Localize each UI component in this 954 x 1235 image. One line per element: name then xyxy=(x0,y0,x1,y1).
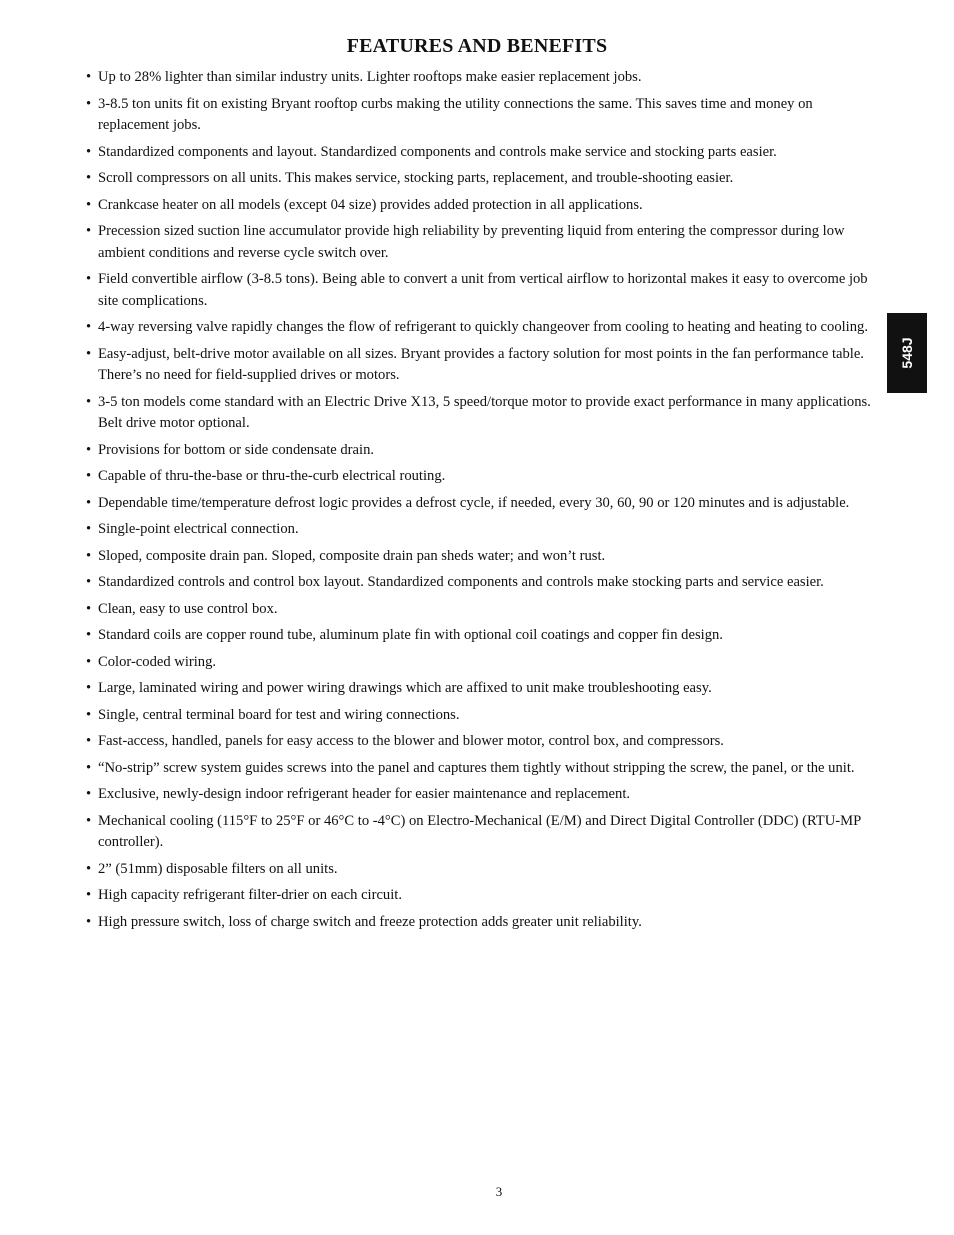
feature-item xyxy=(86,519,872,541)
feature-text: Fast-access, handled, panels for easy access to the blower and blower motor, control box, and compressors. xyxy=(98,733,724,749)
bullet: • xyxy=(86,627,92,643)
bullet: • xyxy=(86,393,92,410)
feature-item xyxy=(86,784,872,806)
feature-item xyxy=(86,652,872,674)
feature-item xyxy=(86,221,872,264)
bullet: • xyxy=(86,170,92,186)
bullet: • xyxy=(86,574,92,590)
feature-item xyxy=(86,625,872,647)
feature-item xyxy=(86,758,872,780)
feature-item xyxy=(86,269,872,312)
feature-item xyxy=(86,168,872,190)
feature-text: High capacity refrigerant filter-drier on each circuit. xyxy=(98,887,402,903)
feature-text: 3-5 ton models come standard with an Electric Drive X13, 5 speed/torque motor to provide exact performance in many applications. Belt drive motor optional. xyxy=(98,393,871,431)
feature-text: Standardized controls and control box layout. Standardized components and controls make stocking parts and service easier. xyxy=(98,574,824,590)
feature-item xyxy=(86,466,872,488)
feature-text: Provisions for bottom or side condensate drain. xyxy=(98,441,375,458)
bullet: • xyxy=(86,887,92,903)
bullet: • xyxy=(86,196,92,213)
bullet: • xyxy=(86,706,92,723)
bullet: • xyxy=(86,468,92,484)
feature-item xyxy=(86,142,872,164)
feature-text: Scroll compressors on all units. This makes service, stocking parts, replacement, and trouble-shooting easier. xyxy=(98,170,734,186)
page-number: 3 xyxy=(495,1184,503,1199)
feature-text: Precession sized suction line accumulator provide high reliability by preventing liquid from entering the compressor during low ambient conditions and reverse cycle switch over. xyxy=(98,223,845,261)
feature-text: Large, laminated wiring and power wiring drawings which are affixed to unit make troubleshooting easy. xyxy=(98,680,712,696)
feature-item xyxy=(86,493,872,515)
bullet: • xyxy=(86,913,92,930)
bullet: • xyxy=(86,319,92,335)
feature-text: Capable of thru-the-base or thru-the-curb electrical routing. xyxy=(98,468,446,484)
feature-item xyxy=(86,195,872,217)
bullet: • xyxy=(86,143,92,160)
feature-text: Dependable time/temperature defrost logic provides a defrost cycle, if needed, every 30, 60, 90 or 120 minutes and is adjustable. xyxy=(98,494,850,511)
feature-text: Single-point electrical connection. xyxy=(98,521,299,537)
feature-item xyxy=(86,599,872,621)
feature-item xyxy=(86,705,872,727)
feature-text: Exclusive, newly-design indoor refrigerant header for easier maintenance and replacement. xyxy=(98,786,631,802)
bullet: • xyxy=(86,345,92,362)
feature-item xyxy=(86,731,872,753)
bullet: • xyxy=(86,600,92,617)
feature-item xyxy=(86,392,872,435)
bullet: • xyxy=(86,786,92,802)
feature-item xyxy=(86,912,872,934)
side-tab xyxy=(887,313,927,393)
feature-item xyxy=(86,546,872,568)
feature-item xyxy=(86,94,872,137)
bullet: • xyxy=(86,759,92,776)
feature-item xyxy=(86,67,872,89)
feature-text: Clean, easy to use control box. xyxy=(98,600,278,617)
bullet: • xyxy=(86,494,92,511)
bullet: • xyxy=(86,547,92,564)
feature-item xyxy=(86,572,872,594)
feature-item xyxy=(86,811,872,854)
bullet: • xyxy=(86,812,92,829)
feature-text: Single, central terminal board for test and wiring connections. xyxy=(98,706,460,723)
feature-text: Standard coils are copper round tube, aluminum plate fin with optional coil coatings and copper fin design. xyxy=(98,627,723,643)
feature-text: Up to 28% lighter than similar industry units. Lighter rooftops make easier replacement jobs. xyxy=(98,69,642,85)
feature-item xyxy=(86,859,872,881)
feature-list xyxy=(86,67,872,938)
feature-item xyxy=(86,885,872,907)
feature-text: Crankcase heater on all models (except 04 size) provides added protection in all applications. xyxy=(98,196,643,213)
bullet: • xyxy=(86,69,92,85)
bullet: • xyxy=(86,223,92,239)
bullet: • xyxy=(86,441,92,458)
bullet: • xyxy=(86,271,92,287)
feature-text: Standardized components and layout. Standardized components and controls make service and stocking parts easier. xyxy=(98,143,777,160)
bullet: • xyxy=(86,653,92,670)
feature-text: Field convertible airflow (3-8.5 tons). Being able to convert a unit from vertical airflow to horizontal makes it easy to overcome job site complications. xyxy=(98,271,868,309)
feature-text: Color-coded wiring. xyxy=(98,653,217,670)
feature-text: 3-8.5 ton units fit on existing Bryant rooftop curbs making the utility connections the same. This saves time and money on replacement jobs. xyxy=(98,95,813,133)
side-tab-label: 548J xyxy=(899,337,915,369)
bullet: • xyxy=(86,680,92,696)
bullet: • xyxy=(86,95,92,112)
feature-text: High pressure switch, loss of charge switch and freeze protection adds greater unit reliability. xyxy=(98,913,642,930)
page-title: FEATURES AND BENEFITS xyxy=(346,35,608,57)
bullet: • xyxy=(86,521,92,537)
feature-text: “No-strip” screw system guides screws into the panel and captures them tightly without stripping the screw, the panel, or the unit. xyxy=(98,759,855,776)
feature-text: 2” (51mm) disposable filters on all units. xyxy=(98,860,338,877)
feature-item xyxy=(86,344,872,387)
feature-text: Easy-adjust, belt-drive motor available on all sizes. Bryant provides a factory solution for most points in the fan performance table. There’s no need for field-supplied drives or motors. xyxy=(98,345,864,383)
bullet: • xyxy=(86,860,92,877)
feature-item xyxy=(86,317,872,339)
feature-item xyxy=(86,678,872,700)
feature-text: Sloped, composite drain pan. Sloped, composite drain pan sheds water; and won’t rust. xyxy=(98,547,606,564)
feature-text: Mechanical cooling (115°F to 25°F or 46°C to -4°C) on Electro-Mechanical (E/M) and Direct Digital Controller (DDC) (RTU-MP controller). xyxy=(98,812,861,850)
bullet: • xyxy=(86,733,92,749)
feature-item xyxy=(86,440,872,462)
feature-text: 4-way reversing valve rapidly changes the flow of refrigerant to quickly changeover from cooling to heating and heating to cooling. xyxy=(98,319,868,335)
